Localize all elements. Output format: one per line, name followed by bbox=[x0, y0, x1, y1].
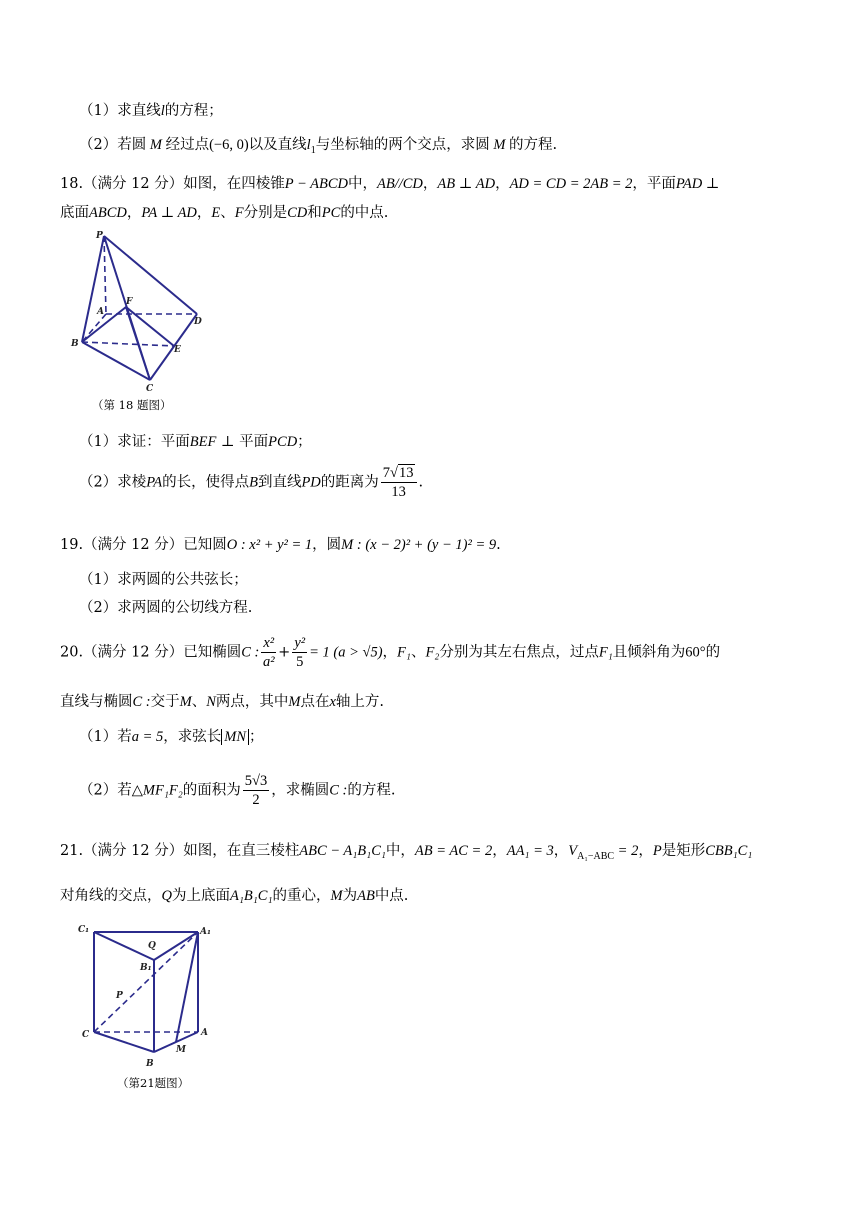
q18-cond-pa: PA ⊥ AD bbox=[141, 205, 197, 221]
q21-prism: ABC − A₁B₁C₁ bbox=[299, 843, 386, 859]
q21-t1: 中， bbox=[385, 843, 415, 859]
q21-fig-label-q: Q bbox=[148, 941, 156, 951]
q18-cond-perp: AB ⊥ AD bbox=[437, 176, 496, 192]
q18-p2-end: . bbox=[418, 474, 424, 491]
q18-head: 18.（满分 12 分）如图，在四棱锥 bbox=[60, 176, 285, 192]
q18-frac-coef: 7 bbox=[382, 465, 391, 481]
q19-head: 19.（满分 12 分）已知圆 bbox=[60, 537, 227, 553]
q20-p2-triangle: △MF₁F₂ bbox=[131, 782, 183, 799]
q20-condition: = 1 (a > √5) bbox=[309, 644, 383, 661]
q20-p2-a: （2）若 bbox=[79, 782, 132, 799]
q21-point-m: M bbox=[330, 888, 343, 904]
q18-cond-parallel: AB//CD bbox=[376, 176, 423, 192]
q20-p2-d: ，求椭圆 bbox=[271, 782, 330, 799]
q19-mid: ，圆 bbox=[312, 537, 342, 553]
q17-line-l1: $l_1$ bbox=[306, 137, 316, 156]
q18-line2-c: 和 bbox=[307, 205, 322, 221]
q19-circle-m: M : (x − 2)² + (y − 1)² = 9 bbox=[341, 537, 497, 553]
q20-t2: 分别为其左右焦点，过点 bbox=[439, 644, 599, 661]
q20-area-fraction bbox=[243, 772, 269, 809]
q20-line2-e: 轴上方. bbox=[335, 694, 385, 710]
q18-frac-den: 13 bbox=[391, 484, 406, 500]
q21-volume-sub: A₁−ABC bbox=[577, 850, 615, 862]
q19-circle-o: O : x² + y² = 1 bbox=[226, 537, 313, 553]
q17-point: (−6, 0) bbox=[209, 137, 249, 153]
q20-frac-x-num: x² bbox=[263, 635, 275, 651]
q21-fig-label-b: B bbox=[146, 1059, 154, 1069]
q20-line2-b: 交于 bbox=[150, 694, 180, 710]
q20-p2-e: 的方程. bbox=[347, 782, 396, 799]
q20-p1-c: ，求弦长 bbox=[163, 729, 222, 745]
q18-figure-caption: （第 18 题图） bbox=[92, 398, 172, 412]
q21-t3: 是矩形 bbox=[661, 843, 706, 859]
q18-statement-line1: 18.（满分 12 分）如图，在四棱锥P − ABCD中，AB//CD，AB ⊥ AD，AD = CD = 2AB = 2，平面PAD ⊥ bbox=[60, 176, 720, 192]
q17-part1-text: （1）求直线 bbox=[79, 103, 161, 119]
q18-p2-c: 的长，使得点 bbox=[162, 474, 250, 491]
q18-fig-label-d: D bbox=[194, 317, 202, 327]
q21-line2-d: 的重心， bbox=[272, 888, 331, 904]
q21-rectangle: CBB₁C₁ bbox=[705, 843, 753, 859]
q20-frac-y-den: 5 bbox=[296, 654, 304, 670]
q18-p1-a: （1）求证：平面 bbox=[79, 434, 190, 450]
q20-f2: F₂ bbox=[425, 644, 440, 661]
q21-fig-label-p: P bbox=[116, 991, 123, 1001]
q21-fig-label-m: M bbox=[176, 1045, 186, 1055]
q17-part2 bbox=[79, 133, 557, 156]
q20-p1-a: （1）若 bbox=[79, 729, 132, 745]
q20-p2-c: 的面积为 bbox=[182, 782, 241, 799]
q21-fig-label-c1: C₁ bbox=[78, 925, 90, 935]
q20-line2-c-var: C : bbox=[132, 694, 151, 710]
q20-t3: 且倾斜角为 bbox=[612, 644, 686, 661]
q20-statement-line1: 20.（满分 12 分）已知椭圆C : $\frac{\text{x²}}{\text{a²}}$ + $\frac{\text{y²}}{5}$ = 1 (a > √5)，F₁、F₂分别为其左右焦点，过点F₁且倾斜角为60°的 bbox=[60, 635, 721, 670]
q18-fig-label-e: E bbox=[174, 345, 181, 355]
q21-cond-aa1: AA₁ = 3 bbox=[506, 843, 554, 859]
q17-part2-e: 的方程. bbox=[509, 137, 558, 153]
q18-p1-pcd: PCD bbox=[268, 434, 298, 450]
q21-fig-label-a1: A₁ bbox=[200, 927, 211, 937]
q18-part2 bbox=[79, 464, 423, 501]
q18-point-e: E bbox=[211, 205, 221, 221]
q18-p2-b: B bbox=[249, 474, 258, 491]
q20-area-den: 2 bbox=[252, 792, 260, 808]
q21-fig-label-a: A bbox=[201, 1028, 208, 1038]
q18-pyramid-figure bbox=[60, 228, 220, 398]
q19-part1: （1）求两圆的公共弦长； bbox=[79, 572, 248, 588]
q18-p1-c: ⊥ 平面 bbox=[220, 434, 269, 450]
q20-t1: ， bbox=[382, 644, 398, 661]
q21-fig-label-b1: B₁ bbox=[140, 963, 152, 973]
q18-p2-a: （2）求棱 bbox=[79, 474, 147, 491]
q20-line2-a: 直线与椭圆 bbox=[60, 694, 133, 710]
q21-cond-ab-ac: AB = AC = 2 bbox=[414, 843, 493, 859]
q20-p2-c-var: C : bbox=[329, 782, 348, 799]
q18-line2-d: 的中点. bbox=[340, 205, 389, 221]
q19-statement bbox=[60, 533, 501, 554]
q18-cond-lengths: AD = CD = 2AB = 2 bbox=[509, 176, 633, 192]
q20-area-num: 5√3 bbox=[244, 773, 268, 789]
q18-pc: PC bbox=[321, 205, 341, 221]
q21-cond-volume bbox=[568, 843, 639, 862]
q18-line2-a: 底面 bbox=[60, 205, 89, 221]
q18-p2-pa: PA bbox=[146, 474, 163, 491]
q21-prism-figure bbox=[72, 920, 222, 1075]
q20-head: 20.（满分 12 分）已知椭圆 bbox=[60, 644, 242, 661]
q20-frac-y bbox=[292, 634, 307, 671]
q21-statement-line2 bbox=[60, 884, 408, 905]
q21-line2-f: 中点. bbox=[374, 888, 409, 904]
q17-circle-m-2: M bbox=[489, 137, 510, 153]
q21-t2: ， bbox=[638, 843, 653, 859]
q20-line2-n: N bbox=[206, 694, 216, 710]
q20-ellipse-c: C : bbox=[241, 644, 260, 661]
q18-part1 bbox=[79, 430, 312, 451]
q20-p1-mn: MN bbox=[221, 729, 249, 745]
q18-statement-line2: 底面ABCD，PA ⊥ AD，E、F分别是CD和PC的中点. bbox=[60, 205, 389, 221]
q18-fig-label-b: B bbox=[71, 339, 79, 349]
q18-point-f: F bbox=[234, 205, 244, 221]
q21-top-face: A₁B₁C₁ bbox=[229, 888, 273, 904]
q19-part2: （2）求两圆的公切线方程. bbox=[79, 600, 253, 616]
q21-point-p: P bbox=[652, 843, 662, 859]
q20-line2-d: 点在 bbox=[300, 694, 330, 710]
q20-statement-line2: 直线与椭圆C :交于M、N两点，其中M点在x轴上方. bbox=[60, 694, 385, 710]
q21-line2-b: 为上底面 bbox=[171, 888, 230, 904]
q21-head: 21.（满分 12 分）如图，在直三棱柱 bbox=[60, 843, 300, 859]
q20-f1-again: F₁ bbox=[598, 644, 613, 661]
q17-part2-a: （2）若圆 bbox=[79, 137, 147, 153]
q20-line2-x: x bbox=[329, 694, 336, 710]
q18-fig-label-a: A bbox=[97, 307, 104, 317]
q20-t4: 的 bbox=[705, 644, 721, 661]
q17-part1-var: l bbox=[160, 103, 165, 119]
q18-t1: 中， bbox=[347, 176, 377, 192]
q18-p2-pd: PD bbox=[301, 474, 321, 491]
q21-volume-end: = 2 bbox=[617, 843, 639, 859]
q18-frac-radicand: 13 bbox=[399, 465, 414, 481]
q21-line2-e: 为 bbox=[342, 888, 358, 904]
q20-part2 bbox=[79, 772, 395, 809]
q20-frac-x-den: a² bbox=[262, 654, 275, 670]
q21-figure-caption: （第21题图） bbox=[117, 1076, 190, 1090]
q20-line2-m-2: M bbox=[288, 694, 301, 710]
q20-part1 bbox=[79, 725, 264, 746]
q21-statement-line1: 21.（满分 12 分）如图，在直三棱柱ABC − A₁B₁C₁中，AB = AC = 2，AA₁ = 3，$V_{A_1-ABC} = 2$，P是矩形CBB₁C₁ bbox=[60, 843, 753, 862]
q20-angle: 60° bbox=[685, 644, 706, 661]
q20-frac-y-num: y² bbox=[294, 635, 306, 651]
q20-line2-c: 两点，其中 bbox=[215, 694, 289, 710]
q18-fig-label-c: C bbox=[146, 384, 154, 394]
q20-f1: F₁ bbox=[397, 644, 411, 661]
q20-frac-x bbox=[261, 634, 276, 671]
q17-part2-d: 与坐标轴的两个交点，求圆 bbox=[315, 137, 490, 153]
q21-volume-v: V bbox=[568, 843, 578, 859]
q18-base: ABCD bbox=[89, 205, 127, 221]
q18-distance-fraction: $\frac{7√13}{13}$ bbox=[381, 464, 417, 501]
q17-part2-c: 以及直线 bbox=[248, 137, 307, 153]
q18-p2-e: 到直线 bbox=[257, 474, 302, 491]
q17-circle-m: M bbox=[146, 137, 166, 153]
q18-fig-label-f: F bbox=[126, 297, 133, 307]
q21-point-q: Q bbox=[161, 888, 172, 904]
q18-pyramid: P − ABCD bbox=[284, 176, 348, 192]
q20-p1-a-eq: a = 5 bbox=[131, 729, 164, 745]
q17-part2-b: 经过点 bbox=[165, 137, 210, 153]
q18-cd: CD bbox=[287, 205, 308, 221]
q19-end: . bbox=[496, 537, 501, 553]
q18-line2-b: 分别是 bbox=[243, 205, 288, 221]
q17-part1-end: 的方程； bbox=[164, 103, 223, 119]
q18-cond-plane: PAD ⊥ bbox=[675, 176, 720, 192]
q18-p1-e: ； bbox=[297, 434, 312, 450]
q17-part1 bbox=[79, 99, 223, 120]
q18-p2-g: 的距离为 bbox=[320, 474, 379, 491]
q18-t2: ，平面 bbox=[632, 176, 676, 192]
q21-fig-label-c: C bbox=[82, 1030, 90, 1040]
q21-ab: AB bbox=[357, 888, 375, 904]
q21-line2-a: 对角线的交点， bbox=[60, 888, 162, 904]
q20-line2-m: M bbox=[179, 694, 192, 710]
q18-p1-bef: BEF bbox=[189, 434, 217, 450]
q18-fig-label-p: P bbox=[96, 231, 103, 241]
q20-sep: 、 bbox=[410, 644, 426, 661]
q20-p1-e: ； bbox=[249, 729, 264, 745]
